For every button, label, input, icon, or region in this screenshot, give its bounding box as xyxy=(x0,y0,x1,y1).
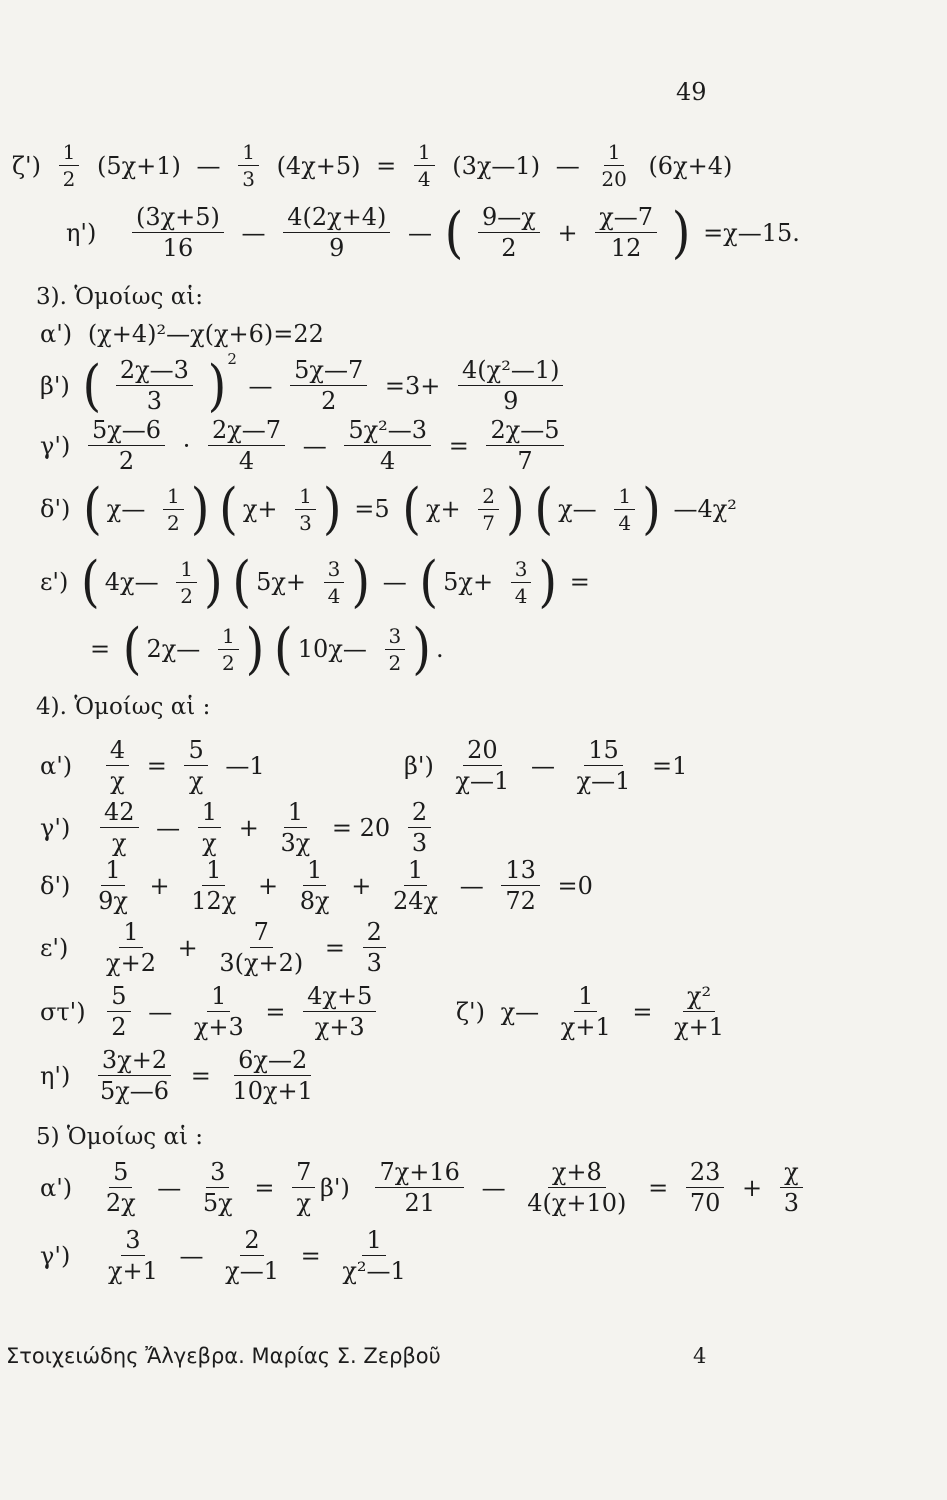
equation-4b: β') $\frac{20}{\chi—1}$ — $\frac{15}{\chi—1}$ =1 xyxy=(404,736,688,795)
fraction: $\frac{3}{4}$ xyxy=(324,559,345,606)
equation-3e-continued: = ( 2χ— $\frac{1}{2}$ ) ( 10χ— $\frac{3}{2}$ ) . xyxy=(90,616,444,682)
fraction: $\frac{1}{20}$ xyxy=(601,140,627,191)
fraction: $\frac{6\chi—2}{10\chi+1}$ xyxy=(232,1046,313,1105)
eq-label: ζ') xyxy=(12,151,41,180)
equation-3b: β') ( $\frac{2\chi—3}{3}$ )$^2$ — $\frac{5\chi—7}{2}$ =3+ $\frac{\text{4(χ²—1)}}{9}$ xyxy=(36,352,569,413)
equation-4a: α') $\frac{4}{\chi}$ = $\frac{5}{\chi}$ —1 xyxy=(40,736,265,795)
fraction: $\frac{2}{3}$ xyxy=(363,920,386,975)
fraction: $\frac{(3\chi+5)}{16}$ xyxy=(132,205,224,260)
fraction: $\frac{7}{3(\chi+2)}$ xyxy=(219,918,304,977)
fraction: $\frac{5\chi—7}{2}$ xyxy=(290,358,367,413)
fraction: $\frac{\text{χ²}}{\chi+1}$ xyxy=(674,982,725,1041)
equation-4z: ζ') χ— $\frac{1}{\chi+1}$ = $\frac{\text{χ²}}{\chi+1}$ xyxy=(452,984,734,1039)
equation-3a: α') (χ+4)²—χ(χ+6)=22 xyxy=(40,319,324,348)
fraction: $\frac{1}{2}$ xyxy=(218,626,239,673)
fraction: $\frac{4}{\chi}$ xyxy=(106,738,129,793)
fraction: $\frac{9—\chi}{2}$ xyxy=(478,205,540,260)
fraction: $\frac{5}{2\chi}$ xyxy=(105,1158,136,1217)
equation-4e: ε') $\frac{1}{\chi+2}$ + $\frac{7}{3(\chi+2)}$ = $\frac{2}{3}$ xyxy=(36,920,392,975)
equation-4st: στ') $\frac{5}{2}$ — $\frac{1}{\chi+3}$ = $\frac{4\chi+5}{\chi+3}$ xyxy=(36,984,382,1039)
fraction: $\frac{2\chi—5}{7}$ xyxy=(486,418,563,473)
fraction: $\frac{5}{\chi}$ xyxy=(184,738,207,793)
fraction: $\frac{\text{5χ²—3}}{4}$ xyxy=(344,418,431,473)
eq-label: η') xyxy=(66,218,97,247)
fraction: $\frac{3}{4}$ xyxy=(511,559,532,606)
page-number: 49 xyxy=(676,78,707,106)
fraction: $\frac{2}{3}$ xyxy=(408,800,431,855)
footer-book-title: Στοιχειώδης Ἄλγεβρα. Μαρίας Σ. Ζερβοῦ xyxy=(6,1344,441,1368)
equation-h-1: η') $\frac{(3\chi+5)}{16}$ — $\frac{4(2\chi+4)}{9}$ — ( $\frac{9—\chi}{2}$ + $\frac{\chi—7}{12}$ ) =χ—15. xyxy=(66,200,800,265)
fraction: $\frac{7}{\chi}$ xyxy=(292,1160,315,1215)
fraction: $\frac{4\chi+5}{\chi+3}$ xyxy=(303,984,376,1039)
equation-5c: γ') $\frac{3}{\chi+1}$ — $\frac{2}{\chi—1}$ = $\frac{1}{\text{χ²—1}}$ xyxy=(36,1228,416,1283)
fraction: $\frac{3\chi+2}{5\chi—6}$ xyxy=(96,1048,173,1103)
fraction: $\frac{\text{4(χ²—1)}}{9}$ xyxy=(458,358,563,413)
equation-4h: η') $\frac{3\chi+2}{5\chi—6}$ = $\frac{6\chi—2}{10\chi+1}$ xyxy=(36,1048,323,1103)
fraction: $\frac{1}{2}$ xyxy=(59,142,80,189)
fraction: $\frac{1}{3}$ xyxy=(295,486,316,533)
equation-5b: β') $\frac{7\chi+16}{21}$ — $\frac{\chi+8}{4(\chi+10)}$ = $\frac{23}{70}$ + $\frac{\chi}{3}$ xyxy=(316,1160,809,1215)
fraction: $\frac{3}{5\chi}$ xyxy=(202,1158,233,1217)
equation-4d: δ') $\frac{1}{9\chi}$ + $\frac{1}{12\chi}$ + $\frac{1}{8\chi}$ + $\frac{1}{24\chi}$ — $\frac{13}{72}$ =0 xyxy=(40,856,593,915)
fraction: $\frac{3}{\chi+1}$ xyxy=(107,1226,158,1285)
fraction: $\frac{\chi}{3}$ xyxy=(780,1160,803,1215)
fraction: $\frac{20}{\chi—1}$ xyxy=(455,736,510,795)
fraction: $\frac{\chi+8}{4(\chi+10)}$ xyxy=(527,1158,627,1217)
fraction: $\frac{1}{\text{χ²—1}}$ xyxy=(342,1226,406,1285)
fraction: $\frac{3}{2}$ xyxy=(385,626,406,673)
fraction: $\frac{\chi—7}{12}$ xyxy=(595,205,657,260)
fraction: $\frac{1}{12\chi}$ xyxy=(191,856,237,915)
fraction: $\frac{1}{8\chi}$ xyxy=(299,856,330,915)
equation-z-1: ζ') $\frac{1}{2}$ (5χ+1) — $\frac{1}{3}$ (4χ+5) = $\frac{1}{4}$ (3χ—1) — $\frac{1}{20}$ (6χ+4) xyxy=(12,140,733,191)
fraction: $\frac{4(2\chi+4)}{9}$ xyxy=(283,205,390,260)
fraction: $\frac{1}{2}$ xyxy=(163,486,184,533)
fraction: $\frac{1}{\chi}$ xyxy=(198,800,221,855)
fraction: $\frac{1}{\chi+2}$ xyxy=(106,918,156,977)
section-3-heading: 3). Ὁμοίως αἱ: xyxy=(36,284,204,310)
fraction: $\frac{1}{\chi+1}$ xyxy=(560,982,611,1041)
fraction: $\frac{7\chi+16}{21}$ xyxy=(375,1160,463,1215)
fraction: $\frac{1}{2}$ xyxy=(176,559,197,606)
fraction: $\frac{1}{4}$ xyxy=(414,142,435,189)
equation-3e: ε') ( 4χ— $\frac{1}{2}$ ) ( 5χ+ $\frac{3}{4}$ ) — ( 5χ+ $\frac{3}{4}$ ) = xyxy=(40,549,590,615)
section-4-heading: 4). Ὁμοίως αἱ : xyxy=(36,694,211,720)
section-5-heading: 5) Ὁμοίως αἱ : xyxy=(36,1124,204,1150)
fraction: $\frac{1}{3}$ xyxy=(238,142,259,189)
footer-signature-mark: 4 xyxy=(693,1344,707,1368)
equation-4c: γ') $\frac{42}{\chi}$ — $\frac{1}{\chi}$ + $\frac{1}{3\chi}$ = 20 $\frac{2}{3}$ xyxy=(36,800,437,855)
equation-5a: α') $\frac{5}{2\chi}$ — $\frac{3}{5\chi}$ = $\frac{7}{\chi}$ xyxy=(36,1160,321,1215)
fraction: $\frac{1}{3\chi}$ xyxy=(280,798,311,857)
fraction: $\frac{5\chi—6}{2}$ xyxy=(88,418,165,473)
fraction: $\frac{2}{\chi—1}$ xyxy=(225,1226,279,1285)
fraction: $\frac{5}{2}$ xyxy=(107,984,130,1039)
equation-3d: δ') ( χ— $\frac{1}{2}$ ) ( χ+ $\frac{1}{3}$ ) =5 ( χ+ $\frac{2}{7}$ ) ( χ— $\frac{1}{4}$ ) —4χ² xyxy=(40,476,737,542)
fraction: $\frac{2}{7}$ xyxy=(478,486,499,533)
fraction: $\frac{1}{\chi+3}$ xyxy=(193,982,244,1041)
fraction: $\frac{1}{9\chi}$ xyxy=(98,856,128,915)
fraction: $\frac{1}{4}$ xyxy=(614,486,635,533)
fraction: $\frac{42}{\chi}$ xyxy=(100,800,139,855)
fraction: $\frac{15}{\chi—1}$ xyxy=(576,736,631,795)
fraction: $\frac{23}{70}$ xyxy=(686,1160,725,1215)
equation-3c: γ') $\frac{5\chi—6}{2}$ · $\frac{2\chi—7}{4}$ — $\frac{\text{5χ²—3}}{4}$ = $\frac{2\chi—5}{7}$ xyxy=(36,418,570,473)
fraction: $\frac{1}{24\chi}$ xyxy=(392,856,439,915)
fraction: $\frac{13}{72}$ xyxy=(501,858,540,913)
fraction: $\frac{2\chi—3}{3}$ xyxy=(116,358,193,413)
fraction: $\frac{2\chi—7}{4}$ xyxy=(208,418,285,473)
